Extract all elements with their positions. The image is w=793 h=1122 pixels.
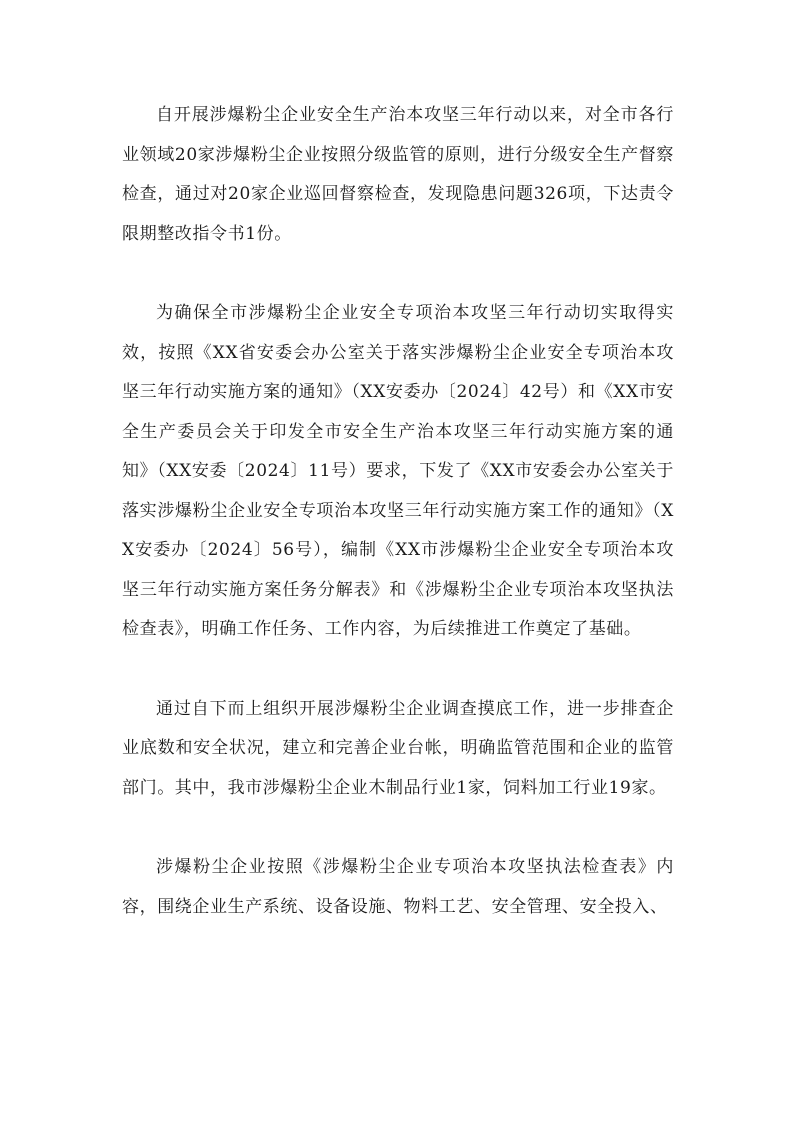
paragraph-implementation-plan: 为确保全市涉爆粉尘企业安全专项治本攻坚三年行动切实取得实效，按照《XX省安委会办公室关于落实涉爆粉尘企业安全专项治本攻坚三年行动实施方案的通知》（XX安委办〔2024〕42号）和《XX市安全生产委员会关于印发全市安全生产治本攻坚三年行动实施方案的通知》（XX安委〔2024〕11号）要求，下发了《XX市安委会办公室关于落实涉爆粉尘企业安全专项治本攻坚三年行动实施方案工作的通知》（XX安委办〔2024〕56号），编制《XX市涉爆粉尘企业安全专项治本攻坚三年行动实施方案任务分解表》和《涉爆粉尘企业专项治本攻坚执法检查表》，明确工作任务、工作内容，为后续推进工作奠定了基础。 bbox=[122, 303, 674, 639]
paragraph-inspection-checklist: 涉爆粉尘企业按照《涉爆粉尘企业专项治本攻坚执法检查表》内容，围绕企业生产系统、设备设施、物料工艺、安全管理、安全投入、 bbox=[122, 857, 674, 917]
paragraph-inspection-summary: 自开展涉爆粉尘企业安全生产治本攻坚三年行动以来，对全市各行业领域20家涉爆粉尘企业按照分级监管的原则，进行分级安全生产督察检查，通过对20家企业巡回督察检查，发现隐患问题326项，下达责令限期整改指令书1份。 bbox=[122, 105, 674, 244]
document-body bbox=[122, 96, 674, 927]
paragraph-enterprise-survey: 通过自下而上组织开展涉爆粉尘企业调查摸底工作，进一步排查企业底数和安全状况，建立和完善企业台帐，明确监管范围和企业的监管部门。其中，我市涉爆粉尘企业木制品行业1家，饲料加工行业19家。 bbox=[122, 698, 674, 798]
